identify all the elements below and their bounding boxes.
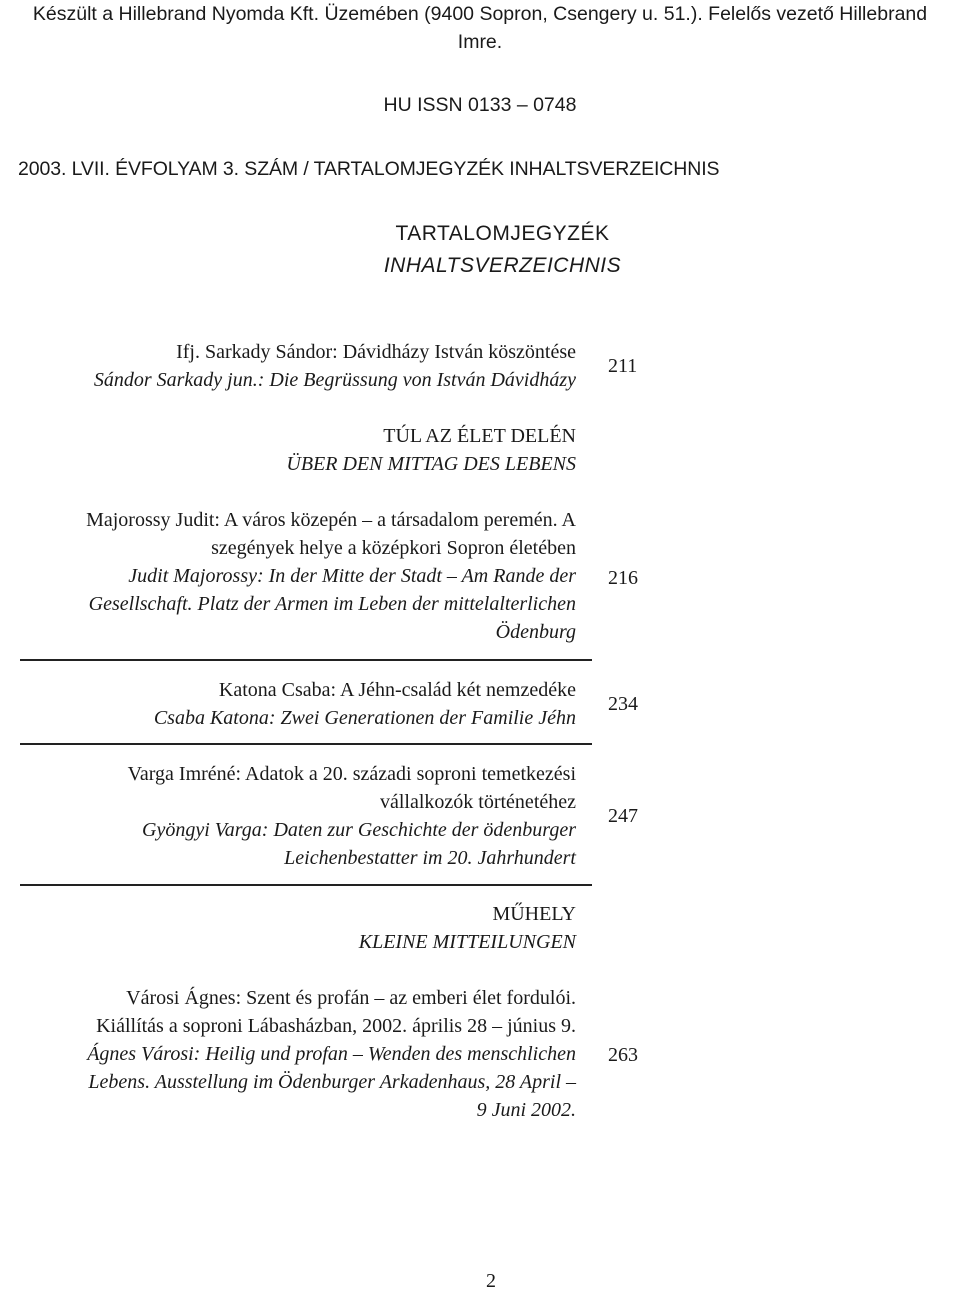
imprint <box>0 0 960 56</box>
entry-title-hu: Varga Imréné: Adatok a 20. századi soproni temetkezési <box>127 763 576 785</box>
entry-page-number: 211 <box>608 355 638 377</box>
divider <box>20 659 592 661</box>
entry-title-hu: Kiállítás a soproni Lábasházban, 2002. április 28 – június 9. <box>96 1015 576 1037</box>
toc-heading-de: INHALTSVERZEICHNIS <box>383 254 622 277</box>
entry-page-number: 216 <box>608 567 638 589</box>
entry-title-hu: Városi Ágnes: Szent és profán – az emberi élet fordulói. <box>126 987 576 1009</box>
section-title-de: KLEINE MITTEILUNGEN <box>358 931 576 953</box>
toc-entry <box>24 676 576 732</box>
entry-title-hu: Majorossy Judit: A város közepén – a társadalom peremén. A <box>86 509 576 531</box>
section-title-hu: TÚL AZ ÉLET DELÉN <box>383 425 576 447</box>
entry-page-number: 247 <box>608 805 638 827</box>
entry-title-de: Ödenburg <box>495 621 576 643</box>
toc-entry <box>24 984 576 1124</box>
entry-title-de: Sándor Sarkady jun.: Die Begrüssung von István Dávidházy <box>93 369 576 391</box>
imprint-line-1: Készült a Hillebrand Nyomda Kft. Üzemében (9400 Sopron, Csengery u. 51.). Felelős vezető Hillebrand <box>32 3 928 25</box>
section-heading <box>24 422 576 478</box>
entry-page-number: 234 <box>608 693 638 715</box>
entry-title-de: 9 Juni 2002. <box>476 1099 576 1121</box>
entry-title-de: Lebens. Ausstellung im Ödenburger Arkadenhaus, 28 April – <box>88 1071 576 1093</box>
entry-title-de: Gesellschaft. Platz der Armen im Leben der mittelalterlichen <box>88 593 576 615</box>
entry-title-hu: szegények helye a középkori Sopron életében <box>211 537 576 559</box>
entry-title-de: Ágnes Városi: Heilig und profan – Wenden des menschlichen <box>87 1043 576 1065</box>
entry-title-de: Judit Majorossy: In der Mitte der Stadt – Am Rande der <box>128 565 576 587</box>
entry-title-de: Csaba Katona: Zwei Generationen der Familie Jéhn <box>153 707 576 729</box>
entry-title-hu: Ifj. Sarkady Sándor: Dávidházy István köszöntése <box>176 341 576 363</box>
toc-entry <box>24 760 576 872</box>
issue-line: 2003. LVII. ÉVFOLYAM 3. SZÁM / TARTALOMJEGYZÉK INHALTSVERZEICHNIS <box>18 158 720 180</box>
imprint-line-2: Imre. <box>457 31 503 53</box>
entry-title-de: Leichenbestatter im 20. Jahrhundert <box>284 847 576 869</box>
entry-title-hu: Katona Csaba: A Jéhn-család két nemzedéke <box>218 679 576 701</box>
toc-entry <box>24 338 576 394</box>
section-title-de: ÜBER DEN MITTAG DES LEBENS <box>286 453 576 475</box>
divider <box>20 743 592 745</box>
toc-heading-hu: TARTALOMJEGYZÉK <box>395 222 610 245</box>
section-heading <box>24 900 576 956</box>
entry-title-de: Gyöngyi Varga: Daten zur Geschichte der ödenburger <box>142 819 576 841</box>
page-number: 2 <box>486 1270 496 1292</box>
entry-page-number: 263 <box>608 1044 638 1066</box>
issn: HU ISSN 0133 – 0748 <box>383 94 577 116</box>
section-title-hu: MŰHELY <box>492 903 576 925</box>
divider <box>20 884 592 886</box>
entry-title-hu: vállalkozók történetéhez <box>379 791 576 813</box>
toc-entry <box>24 506 576 646</box>
